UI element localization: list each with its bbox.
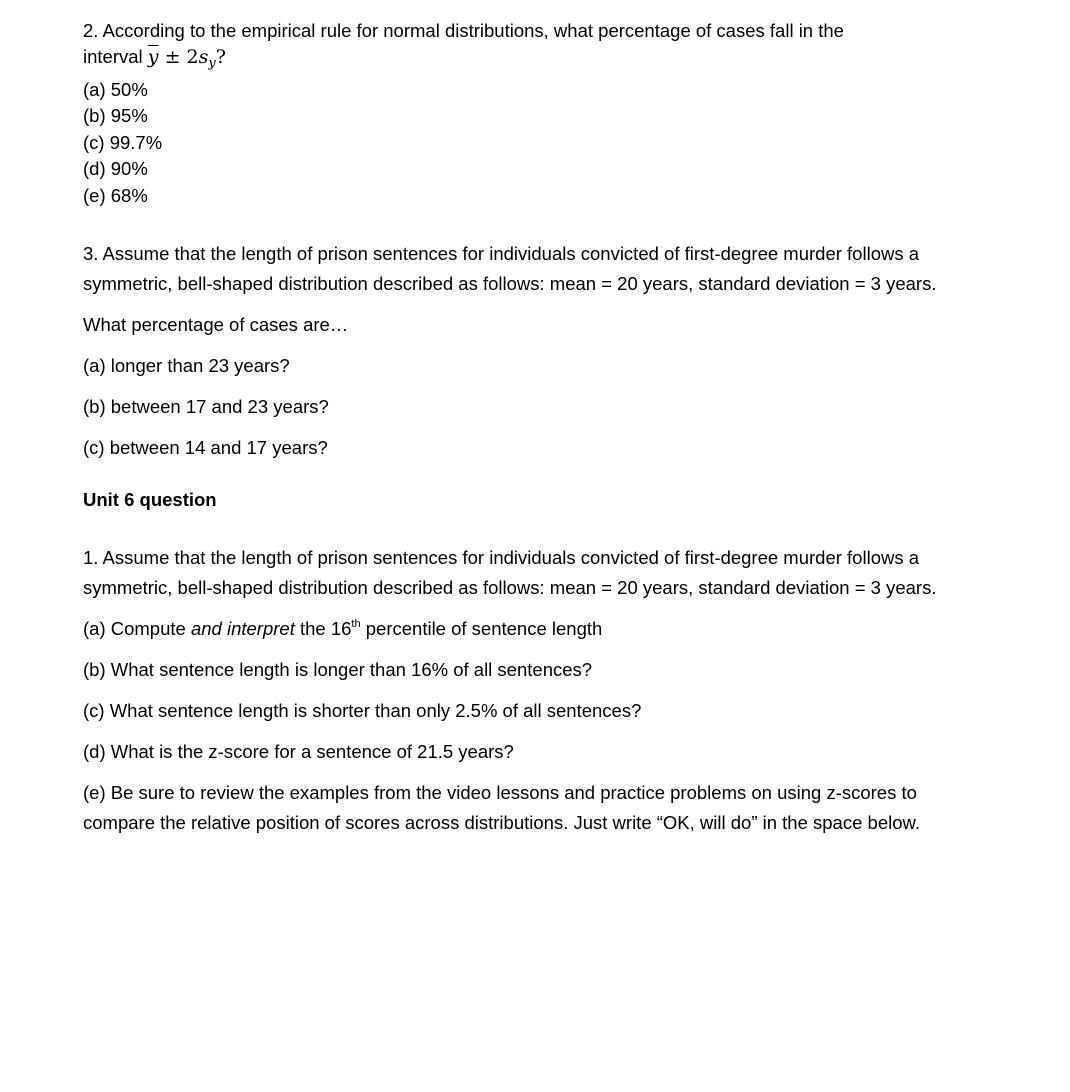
- question-2-stem-line-1: 2. According to the empirical rule for normal distributions, what percentage of cases fall in the: [83, 20, 844, 41]
- option-c: (c) 99.7%: [83, 131, 163, 153]
- plus-minus-symbol: ±: [164, 46, 181, 68]
- question-2-stem-prefix: interval: [83, 46, 143, 67]
- unit-6-part-a: [83, 614, 1023, 644]
- unit-6-part-b: (b) What sentence length is longer than 16% of all sentences?: [83, 659, 593, 681]
- ordinal-superscript: th: [351, 618, 361, 631]
- question-3-stem-line-1: 3. Assume that the length of prison sentences for individuals convicted of first-degree murder follows a: [83, 243, 920, 265]
- unit-6-part-c: (c) What sentence length is shorter than only 2.5% of all sentences?: [83, 700, 642, 722]
- question-2: [83, 18, 1023, 209]
- two-coefficient: 2: [186, 46, 199, 68]
- question-2-stem-line-2: [83, 44, 1023, 77]
- question-3-part-a: (a) longer than 23 years?: [83, 355, 290, 377]
- part-a-prefix: (a) Compute: [83, 618, 191, 640]
- unit-6-question-1-line-2: symmetric, bell-shaped distribution described as follows: mean = 20 years, standard deviation = 3 years.: [83, 577, 937, 599]
- y-subscript: y: [208, 56, 216, 71]
- option-a: (a) 50%: [83, 79, 148, 100]
- unit-6-part-d: (d) What is the z-score for a sentence of 21.5 years?: [83, 741, 514, 763]
- y-bar-symbol: $\overline{y}$: [147, 46, 159, 68]
- unit-6-part-e-line-2: compare the relative position of scores across distributions. Just write “OK, will do” in the space below.: [83, 812, 920, 834]
- question-3-part-c: (c) between 14 and 17 years?: [83, 437, 328, 459]
- question-mark: ?: [215, 46, 226, 68]
- part-a-mid: the 16: [294, 618, 352, 640]
- question-3: [83, 239, 1023, 463]
- part-a-emphasis: and interpret: [190, 618, 295, 640]
- option-e: (e) 68%: [83, 184, 148, 206]
- s-symbol: s: [198, 46, 209, 68]
- unit-6-section: [83, 485, 1023, 838]
- option-b: (b) 95%: [83, 105, 148, 127]
- option-d: (d) 90%: [83, 158, 148, 180]
- unit-6-heading: Unit 6 question: [83, 489, 217, 511]
- question-3-part-b: (b) between 17 and 23 years?: [83, 396, 329, 418]
- interval-formula: [147, 46, 226, 71]
- part-a-suffix: percentile of sentence length: [360, 618, 603, 640]
- unit-6-question-1-line-1: 1. Assume that the length of prison sentences for individuals convicted of first-degree murder follows a: [83, 547, 920, 569]
- question-3-stem-line-2: symmetric, bell-shaped distribution described as follows: mean = 20 years, standard deviation = 3 years.: [83, 273, 937, 295]
- question-3-prompt: What percentage of cases are…: [83, 314, 349, 336]
- question-2-options: [83, 77, 1023, 209]
- unit-6-part-e-line-1: (e) Be sure to review the examples from the video lessons and practice problems on using z-scores to: [83, 782, 917, 804]
- worksheet-page: [83, 18, 1023, 838]
